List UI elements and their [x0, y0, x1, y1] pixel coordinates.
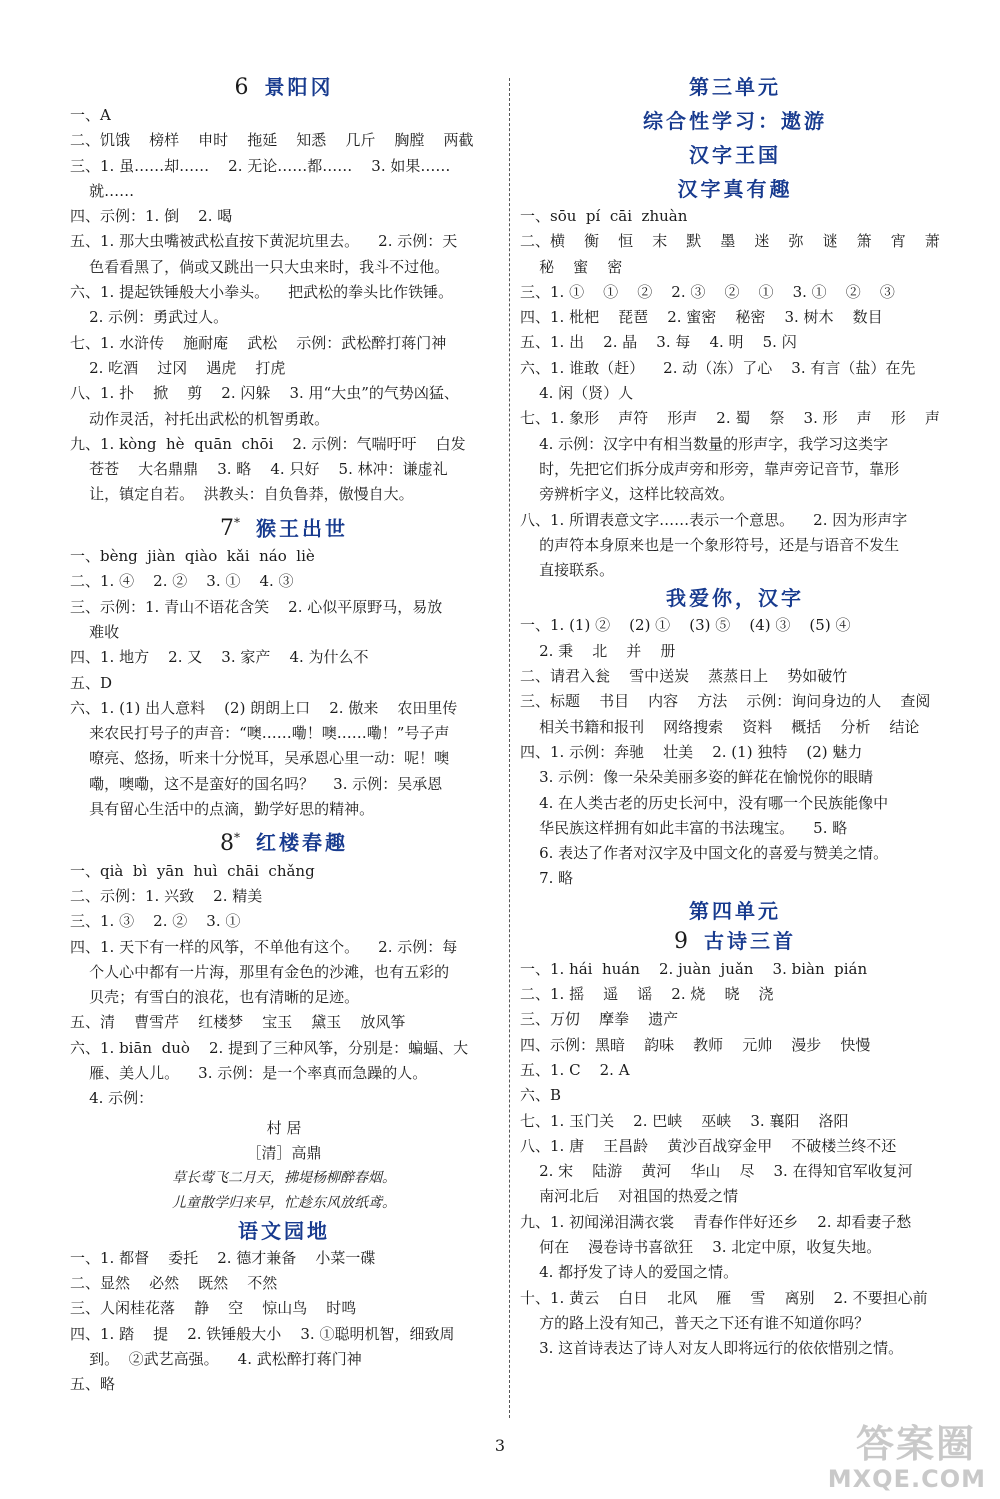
lesson-number: 9	[674, 928, 688, 954]
answer-line: 二、显然 必然 既然 不然	[70, 1273, 278, 1292]
answer-line: 八、1. 所谓表意文字……表示一个意思。 2. 因为形声字	[520, 510, 908, 529]
answer-line: 一、bèng jiàn qiào kǎi náo liè	[70, 547, 315, 566]
answer-line: 苍苍 大名鼎鼎 3. 略 4. 只好 5. 林冲：谦虚礼	[70, 460, 448, 479]
answer-line: 八、1. 唐 王昌龄 黄沙百战穿金甲 不破楼兰终不还	[520, 1136, 897, 1155]
answer-line: 何在 漫卷诗书喜欲狂 3. 北定中原，收复失地。	[520, 1237, 882, 1256]
answer-line: 7. 略	[520, 869, 574, 888]
watermark	[790, 1413, 990, 1493]
answer-line: 四、1. 示例：奔驰 壮美 2. (1) 独特 (2) 魅力	[520, 742, 863, 761]
answer-line: 4. 示例：汉字中有相当数量的形声字，我学习这类字	[520, 434, 889, 453]
answer-line: 二、示例：1. 兴致 2. 精美	[70, 886, 263, 905]
answer-line: 四、1. 地方 2. 又 3. 家产 4. 为什么不	[70, 648, 369, 667]
answer-line: 三、标题 书目 内容 方法 示例：询问身边的人 查阅	[520, 692, 931, 711]
answer-line: 让，镇定自若。 洪教头：自负鲁莽，傲慢自大。	[70, 485, 414, 504]
answer-line: 四、1. 天下有一样的风筝，不单他有这个。 2. 示例：每	[70, 937, 458, 956]
answer-line: 一、A	[70, 106, 111, 124]
answer-line: 五、1. C 2. A	[520, 1060, 630, 1079]
answer-line: 四、示例：黑暗 韵味 教师 元帅 漫步 快慢	[520, 1035, 871, 1054]
section-title-text: 景阳冈	[264, 75, 334, 99]
section-title	[520, 140, 950, 170]
answer-line: 贝壳；有雪白的浪花，也有清晰的足迹。	[70, 988, 360, 1007]
answer-line: 七、1. 象形 声符 形声 2. 蜀 祭 3. 形 声 形 声	[520, 409, 940, 428]
answer-line: 4. 都抒发了诗人的爱国之情。	[520, 1263, 739, 1282]
section-title	[520, 896, 950, 926]
answer-line: 直接联系。	[520, 561, 615, 580]
answer-line: 具有留心生活中的点滴，勤学好思的精神。	[70, 800, 375, 819]
answer-line: 四、1. 枇杷 琵琶 2. 蜜密 秘密 3. 树木 数目	[520, 308, 883, 327]
section-title	[520, 583, 950, 613]
section-title	[520, 106, 950, 136]
answer-line: 六、1. 谁敢（赶） 2. 动（冻）了心 3. 有言（盐）在先	[520, 358, 916, 377]
left-column	[70, 72, 498, 1397]
answer-line: 六、1. (1) 出人意料 (2) 朗朗上口 2. 傲来 农田里传	[70, 698, 458, 717]
answer-line: 一、1. (1) ② (2) ① (3) ⑤ (4) ③ (5) ④	[520, 616, 851, 635]
poem-line: ［清］高鼎	[246, 1143, 322, 1162]
answer-line: 时，先把它们拆分成声旁和形旁，靠声旁记音节，靠形	[520, 459, 900, 478]
answer-line: 五、略	[70, 1375, 116, 1394]
answer-line: 秘 蜜 密	[520, 257, 623, 276]
answer-line: 三、1. ① ① ② 2. ③ ② ① 3. ① ② ③	[520, 282, 895, 301]
watermark-url: MXQE.COM	[827, 1465, 986, 1493]
answer-line: 嘹亮、悠扬，听来十分悦耳，吴承恩心里一动：呢！噢	[70, 749, 450, 768]
answer-line: 四、示例：1. 倒 2. 喝	[70, 207, 233, 226]
answer-line: 六、1. 提起铁锤般大小拳头。 把武松的拳头比作铁锤。	[70, 283, 454, 302]
answer-line: 2. 示例：勇武过人。	[70, 308, 229, 327]
section-title-text: 第四单元	[689, 898, 781, 923]
section-title	[70, 1216, 498, 1246]
section-title-text: 语文园地	[238, 1218, 330, 1243]
section-title	[70, 508, 498, 544]
answer-line: 三、1. 虽……却…… 2. 无论……都…… 3. 如果……	[70, 156, 451, 175]
section-title	[520, 174, 950, 204]
answer-line: 五、清 曹雪芹 红楼梦 宝玉 黛玉 放风筝	[70, 1013, 406, 1032]
answer-line: 三、1. ③ 2. ② 3. ①	[70, 912, 241, 931]
answer-line: 四、1. 踏 提 2. 铁锤般大小 3. ①聪明机智，细致周	[70, 1324, 455, 1343]
answer-line: 一、qià bì yān huì chāi chǎng	[70, 861, 315, 880]
answer-line: 三、示例：1. 青山不语花含笑 2. 心似平原野马，易放	[70, 597, 443, 616]
answer-line: 难收	[70, 622, 120, 641]
column-divider	[509, 78, 510, 1418]
answer-line: 南河北后 对祖国的热爱之情	[520, 1187, 739, 1206]
poem-line: 村 居	[266, 1118, 302, 1137]
section-title	[520, 926, 950, 957]
section-title-text: 我爱你，汉字	[666, 586, 804, 611]
answer-line: 五、1. 出 2. 晶 3. 每 4. 明 5. 闪	[520, 333, 797, 352]
answer-line: 二、1. 摇 遥 谣 2. 烧 晓 浇	[520, 985, 774, 1004]
section-title-text: 猴王出世	[256, 516, 348, 541]
answer-line: 到。 ②武艺高强。 4. 武松醉打蒋门神	[70, 1349, 362, 1368]
answer-line: 色看看黑了，倘或又跳出一只大虫来时，我斗不过他。	[70, 257, 450, 276]
answer-line: 三、人闲桂花落 静 空 惊山鸟 时鸣	[70, 1299, 357, 1318]
answer-line: 2. 秉 北 并 册	[520, 641, 676, 660]
answer-line: 七、1. 玉门关 2. 巴峡 巫峡 3. 襄阳 洛阳	[520, 1111, 849, 1130]
answer-line: 方的路上没有知己，普天之下还有谁不知道你吗？	[520, 1313, 870, 1332]
lesson-number: 7*	[220, 515, 240, 542]
section-title	[70, 822, 498, 858]
answer-line: 二、横 衡 恒 末 默 墨 迷 弥 谜 箫 宵 萧	[520, 232, 940, 251]
section-title-text: 汉字真有趣	[677, 177, 793, 201]
answer-line: 6. 表达了作者对汉字及中国文化的喜爱与赞美之情。	[520, 844, 889, 863]
page-number: 3	[494, 1436, 506, 1455]
answer-line: 嘞，噢嘞，这不是蛮好的国名吗？ 3. 示例：吴承恩	[70, 774, 443, 793]
answer-line: 的声符本身原来也是一个象形符号，还是与语音不发生	[520, 535, 900, 554]
section-title-text: 第三单元	[689, 75, 781, 99]
lesson-number: 6	[234, 75, 249, 100]
answer-line: 九、1. 初闻涕泪满衣裳 青春作伴好还乡 2. 却看妻子愁	[520, 1212, 912, 1231]
optional-mark: *	[234, 515, 240, 530]
answer-line: 八、1. 扑 掀 剪 2. 闪躲 3. 用“大虫”的气势凶猛、	[70, 384, 459, 403]
section-title-text: 汉字王国	[689, 143, 781, 167]
optional-mark: *	[234, 830, 240, 845]
answer-line: 雁、美人儿。 3. 示例：是一个率真而急躁的人。	[70, 1064, 428, 1083]
answer-line: 九、1. kòng hè quān chōi 2. 示例：气喘吁吁 白发	[70, 434, 466, 453]
answer-line: 三、万仞 摩拳 遗产	[520, 1010, 679, 1029]
answer-line: 二、饥饿 榜样 申时 拖延 知悉 几斤 胸膛 两截	[70, 131, 474, 150]
answer-line: 华民族这样拥有如此丰富的书法瑰宝。 5. 略	[520, 818, 848, 837]
answer-line: 个人心中都有一片海，那里有金色的沙滩，也有五彩的	[70, 962, 450, 981]
section-title-text: 古诗三首	[704, 928, 796, 953]
answer-line: 六、B	[520, 1086, 562, 1105]
answer-line: 2. 吃酒 过冈 遇虎 打虎	[70, 358, 286, 377]
answer-line: 五、D	[70, 673, 113, 692]
answer-line: 4. 在人类古老的历史长河中，没有哪一个民族能像中	[520, 793, 889, 812]
answer-line: 二、1. ④ 2. ② 3. ① 4. ③	[70, 572, 294, 591]
watermark-logo-text: 答案圈	[855, 1422, 976, 1466]
section-title	[70, 72, 498, 103]
answer-line: 3. 这首诗表达了诗人对友人即将远行的依依惜别之情。	[520, 1339, 904, 1358]
section-title-text: 综合性学习：遨游	[643, 109, 827, 133]
answer-line: 4. 示例：	[70, 1089, 154, 1108]
answer-line: 五、1. 那大虫嘴被武松直按下黄泥坑里去。 2. 示例：天	[70, 232, 458, 251]
answer-line: 动作灵活，衬托出武松的机智勇敢。	[70, 409, 330, 428]
lesson-number: 8*	[220, 830, 240, 856]
right-column	[520, 72, 950, 1361]
answer-line: 七、1. 水浒传 施耐庵 武松 示例：武松醉打蒋门神	[70, 333, 447, 352]
section-title-text: 红楼春趣	[256, 830, 348, 855]
poem-line: 儿童散学归来早，忙趁东风放纸鸢。	[172, 1194, 396, 1211]
answer-line: 4. 闲（贤）人	[520, 384, 634, 403]
answer-line: 就……	[70, 181, 135, 200]
answer-line: 3. 示例：像一朵朵美丽多姿的鲜花在愉悦你的眼睛	[520, 768, 874, 787]
answer-line: 二、请君入瓮 雪中送炭 蒸蒸日上 势如破竹	[520, 667, 848, 686]
answer-line: 2. 宋 陆游 黄河 华山 尽 3. 在得知官军收复河	[520, 1162, 913, 1181]
answer-line: 旁辨析字义，这样比较高效。	[520, 485, 735, 504]
answer-line: 一、1. hái huán 2. juàn juǎn 3. biàn pián	[520, 959, 868, 978]
answer-line: 六、1. biān duò 2. 提到了三种风筝，分别是：蝙蝠、大	[70, 1038, 469, 1057]
answer-line: 一、1. 都督 委托 2. 德才兼备 小菜一碟	[70, 1248, 376, 1267]
answer-line: 一、sōu pí cāi zhuàn	[520, 207, 688, 225]
answer-line: 相关书籍和报刊 网络搜索 资料 概括 分析 结论	[520, 717, 920, 736]
poem-line: 草长莺飞二月天，拂堤杨柳醉春烟。	[172, 1169, 396, 1186]
answer-line: 十、1. 黄云 白日 北风 雁 雪 离别 2. 不要担心前	[520, 1288, 928, 1307]
answer-line: 来农民打号子的声音：“噢……嘞！噢……嘞！”号子声	[70, 724, 450, 743]
section-title	[520, 72, 950, 102]
